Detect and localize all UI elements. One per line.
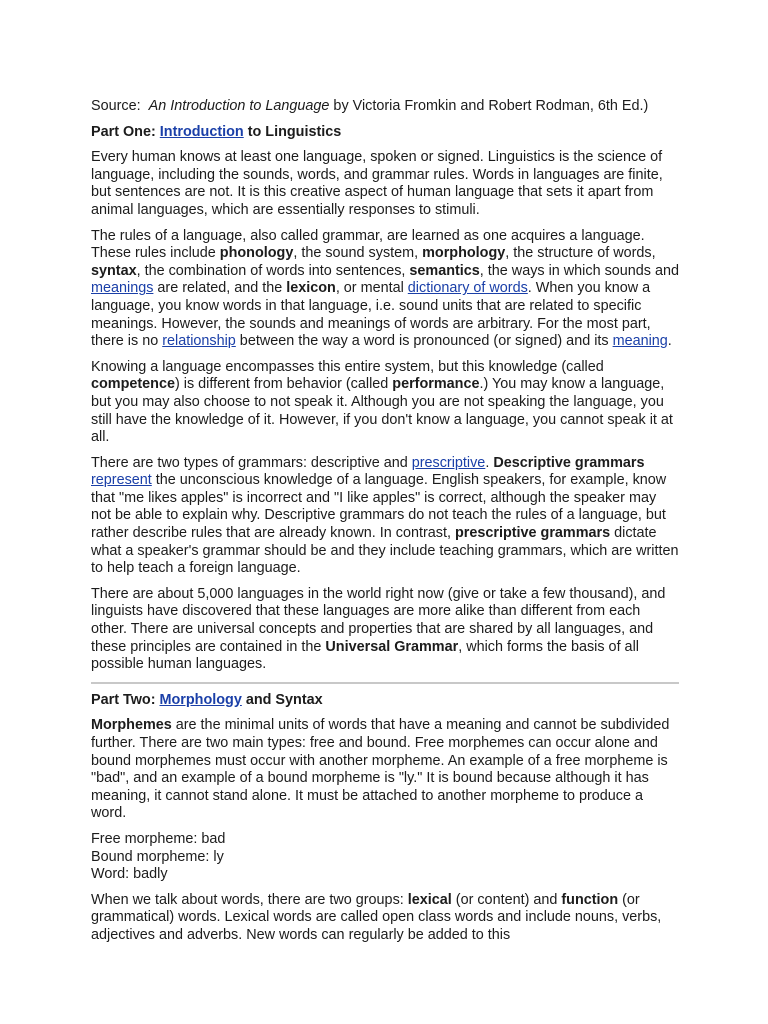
paragraph-word-groups xyxy=(91,892,679,945)
text-run: , the ways in which sounds and xyxy=(479,262,679,279)
term-semantics: semantics xyxy=(409,262,480,279)
text-run: There are about 5,000 languages in the world right now (give or take a few thousand), and linguists have discovered that these languages are more alike than different from each other. There are universal concepts and properties that are shared by all languages, and these principles are contained in the xyxy=(91,585,666,655)
term-function: function xyxy=(561,891,619,908)
section-divider xyxy=(91,682,679,684)
text-run: .) You may know a language, but you may also choose to not speak it. Although you are not speaking the language, you still have the knowledge of it. However, if you don't know a language, you cannot speak it at all. xyxy=(91,376,673,446)
prescriptive-link[interactable]: prescriptive xyxy=(411,454,486,471)
text-run: There are two types of grammars: descriptive and xyxy=(91,454,412,471)
term-lexical: lexical xyxy=(407,891,452,908)
part-one-heading xyxy=(91,124,679,142)
text-run: (or grammatical) words. Lexical words are called open class words and include nouns, verbs, adjectives and adverbs. New words can regularly be added to this xyxy=(91,891,662,943)
term-phonology: phonology xyxy=(219,245,294,262)
text-run: , the structure of words, xyxy=(505,245,656,262)
term-descriptive-grammars: Descriptive grammars xyxy=(493,454,645,471)
dictionary-of-words-link[interactable]: dictionary of words xyxy=(407,280,528,297)
represent-link[interactable]: represent xyxy=(91,472,152,489)
relationship-link[interactable]: relationship xyxy=(162,333,236,350)
term-performance: performance xyxy=(392,376,480,393)
term-morphemes: Morphemes xyxy=(91,717,172,734)
text-run: When we talk about words, there are two groups: xyxy=(91,891,408,908)
morphology-link[interactable]: Morphology xyxy=(159,691,242,708)
paragraph-competence xyxy=(91,359,679,447)
text-run: , the combination of words into sentences, xyxy=(136,262,410,279)
paragraph-universal xyxy=(91,586,679,674)
meaning-link[interactable]: meaning xyxy=(612,333,668,350)
morpheme-examples xyxy=(91,831,679,884)
text-run: the unconscious knowledge of a language. English speakers, for example, know that "me likes apples" is incorrect and "I like apples" is correct, although the speaker may not be able to explain why. Descriptive grammars do not teach the rules of a language, but rather describe rules that are already known. In contrast, xyxy=(91,472,667,542)
source-label: Source: xyxy=(91,98,141,114)
paragraph-rules xyxy=(91,228,679,351)
book-title: An Introduction to Language xyxy=(148,98,330,114)
part-one-heading-suffix: to Linguistics xyxy=(243,123,342,140)
text-run: . xyxy=(485,454,494,471)
example-line: Bound morpheme: ly xyxy=(91,848,224,865)
source-rest: by Victoria Fromkin and Robert Rodman, 6th Ed.) xyxy=(329,98,649,114)
text-run: are the minimal units of words that have a meaning and cannot be subdivided further. There are two main types: free and bound. Free morphemes can occur alone and bound morphemes must occur with another morpheme. An example of a free morpheme is "bad", and an example of a bound morpheme is "ly." It is bound because although it has meaning, it cannot stand alone. It must be attached to another morpheme to produce a word. xyxy=(91,717,670,822)
text-run: between the way a word is pronounced (or signed) and its xyxy=(235,333,613,350)
document-page xyxy=(91,98,679,953)
text-run: (or content) and xyxy=(451,891,562,908)
term-lexicon: lexicon xyxy=(286,280,336,297)
part-one-heading-prefix: Part One: xyxy=(91,123,160,140)
paragraph-intro: Every human knows at least one language, spoken or signed. Linguistics is the science of language, including the sounds, words, and grammar rules. Words in languages are finite, but sentences are not. It is this creative aspect of human language that sets it apart from animal languages, which are essentially responses to stimuli. xyxy=(91,149,663,218)
term-universal-grammar: Universal Grammar xyxy=(325,638,459,655)
part-two-heading-suffix: and Syntax xyxy=(241,691,323,708)
part-two-heading-prefix: Part Two: xyxy=(91,691,160,708)
text-run: . xyxy=(667,333,672,350)
text-run: , the sound system, xyxy=(293,245,423,262)
term-competence: competence xyxy=(91,376,175,393)
term-syntax: syntax xyxy=(91,262,137,279)
source-line xyxy=(91,98,679,116)
term-prescriptive-grammars: prescriptive grammars xyxy=(454,525,611,542)
text-run: Knowing a language encompasses this entire system, but this knowledge (called xyxy=(91,358,604,375)
meanings-link[interactable]: meanings xyxy=(91,280,154,297)
text-run: , which forms the basis of all possible human languages. xyxy=(91,638,639,673)
part-two-heading xyxy=(91,692,679,710)
text-run: The rules of a language, also called grammar, are learned as one acquires a language. These rules include xyxy=(91,227,645,262)
example-line: Word: badly xyxy=(91,866,168,883)
paragraph-grammars xyxy=(91,455,679,578)
paragraph-morphemes xyxy=(91,717,679,823)
text-run: are related, and the xyxy=(153,280,287,297)
example-line: Free morpheme: bad xyxy=(91,830,226,847)
text-run: dictate what a speaker's grammar should be and they include teaching grammars, which are written to help teach a foreign language. xyxy=(91,525,679,577)
term-morphology: morphology xyxy=(422,245,506,262)
text-run: , or mental xyxy=(335,280,408,297)
introduction-link[interactable]: Introduction xyxy=(159,123,244,140)
text-run: . When you know a language, you know words in that language, i.e. sound units that are related to specific meanings. However, the sounds and meanings of words are arbitrary. For the most part, there is no xyxy=(91,280,651,350)
text-run: ) is different from behavior (called xyxy=(174,376,393,393)
